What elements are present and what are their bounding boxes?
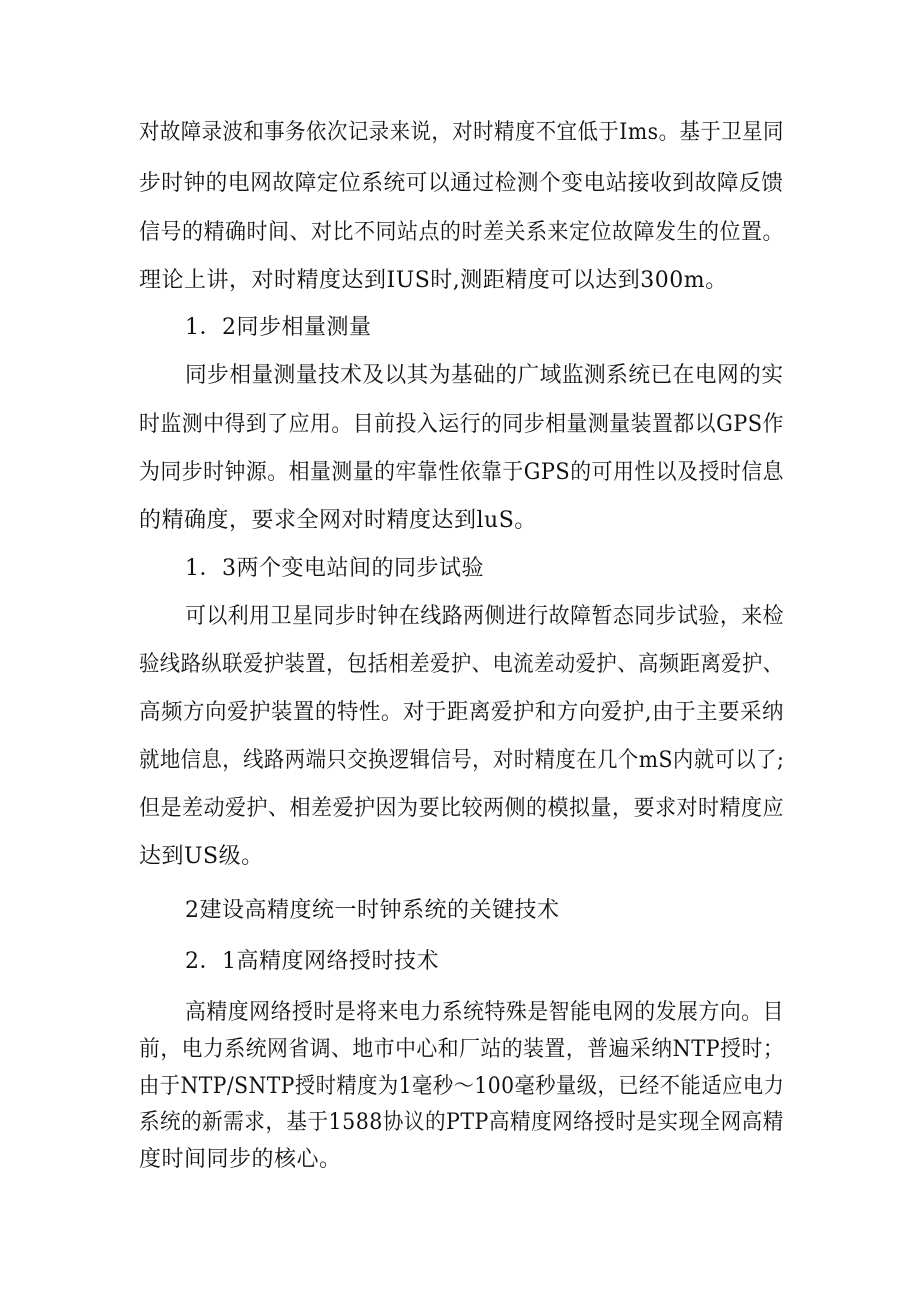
section-heading: 2．1高精度网络授时技术: [185, 949, 439, 974]
section-heading: 1．3两个变电站间的同步试验: [185, 556, 484, 581]
text-line: 高精度网络授时是将来电力系统特殊是智能电网的发展方向。目: [185, 1000, 785, 1025]
text-line: 但是差动爱护、相差爱护因为要比较两侧的模拟量，要求对时精度应: [139, 796, 785, 821]
chapter-heading: 2建设高精度统一时钟系统的关键技术: [185, 898, 560, 923]
text-line: 为同步时钟源。相量测量的牢靠性依靠于GPS的可用性以及授时信息: [139, 460, 784, 485]
text-line: 度时间同步的核心。: [139, 1147, 342, 1172]
text-line: 由于NTP/SNTP授时精度为1毫秒～100毫秒量级，已经不能适应电力: [139, 1074, 785, 1099]
text-line: 可以利用卫星同步时钟在线路两侧进行故障暂态同步试验，来检: [185, 604, 785, 629]
text-line: 就地信息，线路两端只交换逻辑信号，对时精度在几个mS内就可以了;: [139, 748, 785, 773]
text-line: 同步相量测量技术及以其为基础的广域监测系统已在电网的实: [185, 363, 784, 388]
text-line: 理论上讲，对时精度达到IUS时,测距精度可以达到300m。: [139, 268, 728, 293]
text-line: 信号的精确时间、对比不同站点的时差关系来定位故障发生的位置。: [139, 220, 785, 245]
text-line: 系统的新需求，基于1588协议的PTP高精度网络授时是实现全网高精: [139, 1110, 784, 1135]
text-line: 步时钟的电网故障定位系统可以通过检测个变电站接收到故障反馈: [139, 171, 784, 196]
text-line: 前，电力系统网省调、地市中心和厂站的装置，普遍采纳NTP授时；: [139, 1037, 785, 1062]
text-line: 验线路纵联爱护装置，包括相差爱护、电流差动爱护、高频距离爱护、: [139, 652, 784, 677]
text-line: 的精确度，要求全网对时精度达到luS。: [139, 508, 537, 533]
text-line: 对故障录波和事务依次记录来说，对时精度不宜低于Ims。基于卫星同: [139, 120, 784, 145]
section-heading: 1．2同步相量测量: [185, 315, 372, 340]
text-line: 时监测中得到了应用。目前投入运行的同步相量测量装置都以GPS作: [139, 412, 784, 437]
text-line: 高频方向爱护装置的特性。对于距离爱护和方向爱护,由于主要采纳: [139, 700, 785, 725]
text-line: 达到US级。: [139, 844, 264, 869]
